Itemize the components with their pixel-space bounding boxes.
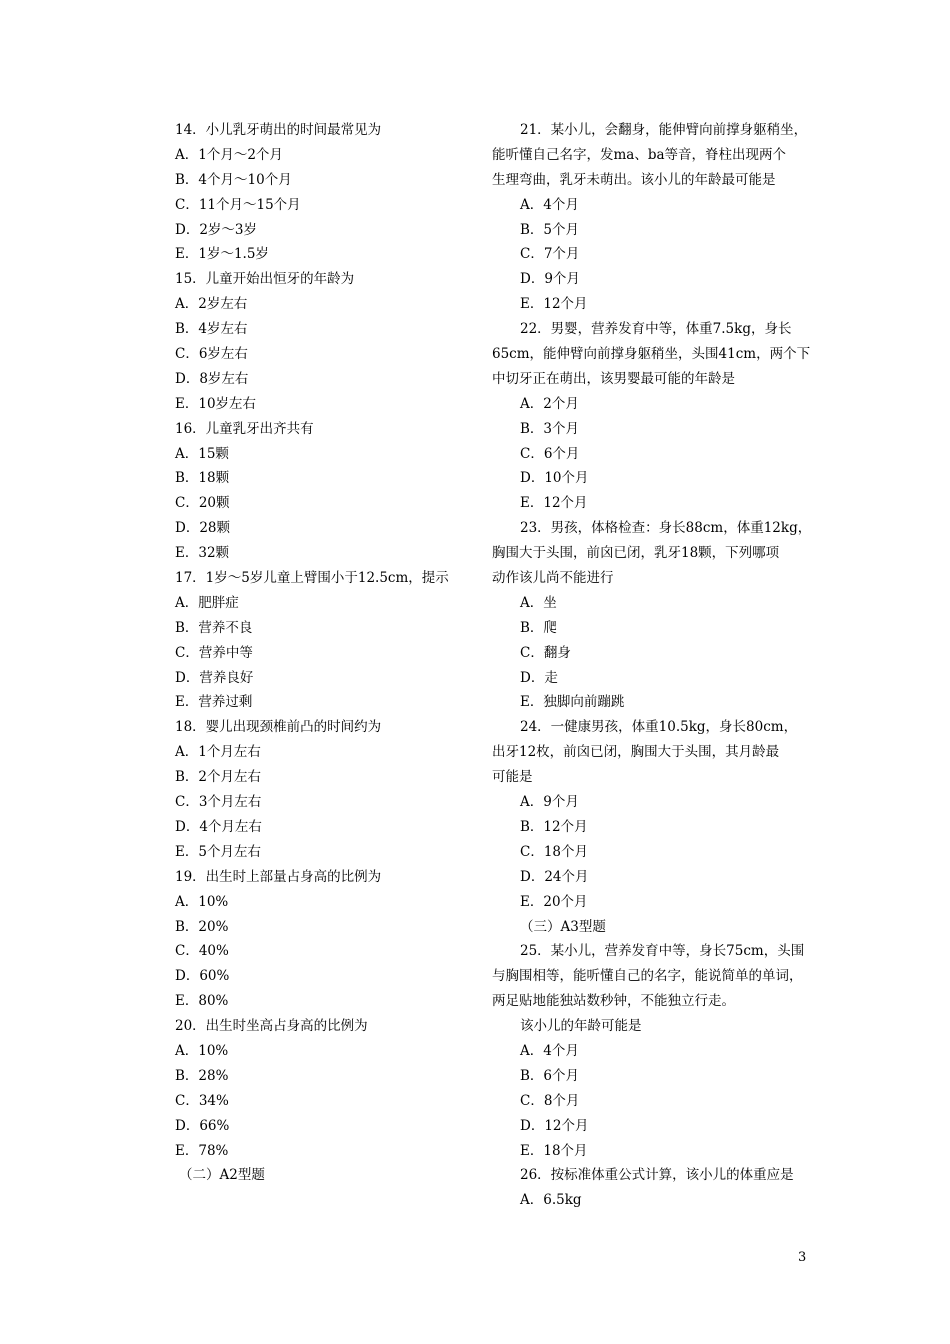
answer-option: E．78% — [175, 1142, 229, 1159]
left-column — [175, 118, 475, 1188]
answer-option: D．10个月 — [520, 470, 589, 487]
answer-option: D．走 — [520, 669, 558, 686]
question-stem-continuation: 生理弯曲，乳牙未萌出。该小儿的年龄最可能是 — [492, 171, 776, 188]
answer-option: C．11个月～15个月 — [175, 196, 301, 213]
question-stem-continuation: 动作该儿尚不能进行 — [492, 570, 614, 587]
answer-option: B．爬 — [520, 619, 557, 636]
question-stem: 19．出生时上部量占身高的比例为 — [175, 868, 382, 885]
answer-option: D．66% — [175, 1117, 230, 1134]
answer-option: A．肥胖症 — [175, 594, 239, 611]
answer-option: A．10% — [175, 1042, 229, 1059]
answer-option: D．4个月左右 — [175, 818, 262, 835]
answer-option: D．12个月 — [520, 1117, 589, 1134]
answer-option: B．28% — [175, 1067, 229, 1084]
answer-option: D．营养良好 — [175, 669, 254, 686]
answer-option: B．4个月～10个月 — [175, 171, 292, 188]
answer-option: B．20% — [175, 918, 229, 935]
answer-option: B．3个月 — [520, 420, 580, 437]
question-stem: 20．出生时坐高占身高的比例为 — [175, 1018, 368, 1035]
answer-option: D．8岁左右 — [175, 370, 249, 387]
answer-option: A．1个月左右 — [175, 744, 261, 761]
question-stem: 15．儿童开始出恒牙的年龄为 — [175, 271, 355, 288]
answer-option: D．2岁～3岁 — [175, 221, 258, 238]
answer-option: B．6个月 — [520, 1067, 580, 1084]
answer-option: C．40% — [175, 943, 229, 960]
answer-option: B．营养不良 — [175, 619, 253, 636]
answer-option: C．7个月 — [520, 246, 580, 263]
answer-option: E．营养过剩 — [175, 694, 253, 711]
answer-option: E．12个月 — [520, 296, 588, 313]
question-stem-continuation: 与胸围相等，能听懂自己的名字，能说简单的单词， — [492, 968, 803, 985]
answer-option: E．独脚向前蹦跳 — [520, 694, 625, 711]
question-stem: 14．小儿乳牙萌出的时间最常见为 — [175, 122, 382, 138]
question-stem-continuation: 中切牙正在萌出，该男婴最可能的年龄是 — [492, 370, 735, 387]
answer-option: A．2岁左右 — [175, 296, 248, 313]
answer-option: E．1岁～1.5岁 — [175, 246, 269, 263]
answer-option: E．18个月 — [520, 1142, 588, 1159]
answer-option: E．80% — [175, 993, 229, 1010]
answer-option: C．6岁左右 — [175, 346, 248, 363]
answer-option: C．营养中等 — [175, 644, 253, 661]
answer-option: E．20个月 — [520, 893, 588, 910]
answer-option: C．6个月 — [520, 445, 580, 462]
page-number: 3 — [798, 1250, 807, 1265]
answer-option: C．8个月 — [520, 1092, 580, 1109]
answer-option: B．12个月 — [520, 818, 588, 835]
answer-option: D．9个月 — [520, 271, 580, 288]
answer-option: D．60% — [175, 968, 230, 985]
question-stem: 18．婴儿出现颈椎前凸的时间约为 — [175, 719, 382, 736]
question-stem: 17．1岁～5岁儿童上臂围小于12.5cm，提示 — [175, 570, 449, 587]
answer-option: B．4岁左右 — [175, 321, 248, 338]
answer-option: E．10岁左右 — [175, 395, 257, 412]
question-stem: 26．按标准体重公式计算，该小儿的体重应是 — [520, 1167, 794, 1184]
answer-option: A．9个月 — [520, 794, 579, 811]
answer-option: A．4个月 — [520, 196, 579, 213]
answer-option: E．5个月左右 — [175, 843, 261, 860]
question-stem-continuation: 可能是 — [492, 769, 533, 786]
answer-option: A．2个月 — [520, 395, 579, 412]
answer-option: B．18颗 — [175, 470, 230, 487]
right-column — [492, 118, 810, 1213]
answer-option: C．翻身 — [520, 644, 571, 661]
question-stem: 23．男孩，体格检查：身长88cm，体重12kg， — [520, 520, 812, 537]
answer-option: C．18个月 — [520, 843, 589, 860]
question-stem-continuation: 胸围大于头围，前囟已闭，乳牙18颗，下列哪项 — [492, 545, 780, 562]
question-stem: 该小儿的年龄可能是 — [520, 1018, 642, 1035]
question-stem: 22．男婴，营养发育中等，体重7.5kg，身长 — [520, 321, 792, 338]
section-heading: （二）A2型题 — [179, 1167, 265, 1184]
question-stem-continuation: 出牙12枚，前囟已闭，胸围大于头围，其月龄最 — [492, 744, 780, 761]
answer-option: A．1个月～2个月 — [175, 146, 283, 163]
question-stem-continuation: 两足贴地能独站数秒钟，不能独立行走。 — [492, 993, 735, 1010]
answer-option: E．32颗 — [175, 545, 230, 562]
answer-option: A．坐 — [520, 594, 557, 611]
question-stem: 24．一健康男孩，体重10.5kg，身长80cm， — [520, 719, 798, 736]
answer-option: A．6.5kg — [520, 1192, 582, 1209]
answer-option: A．4个月 — [520, 1042, 579, 1059]
answer-option: C．20颗 — [175, 495, 230, 512]
answer-option: B．5个月 — [520, 221, 580, 238]
answer-option: C．3个月左右 — [175, 794, 262, 811]
question-stem: 16．儿童乳牙出齐共有 — [175, 420, 314, 437]
question-stem-continuation: 能听懂自己名字，发ma、ba等音，脊柱出现两个 — [492, 146, 787, 163]
answer-option: D．28颗 — [175, 520, 231, 537]
answer-option: A．10% — [175, 893, 229, 910]
question-stem: 21．某小儿，会翻身，能伸臂向前撑身躯稍坐， — [520, 122, 808, 138]
answer-option: A．15颗 — [175, 445, 229, 462]
section-heading: （三）A3型题 — [520, 918, 606, 935]
question-stem-continuation: 65cm，能伸臂向前撑身躯稍坐，头围41cm，两个下 — [492, 346, 811, 363]
answer-option: B．2个月左右 — [175, 769, 262, 786]
answer-option: D．24个月 — [520, 868, 589, 885]
answer-option: C．34% — [175, 1092, 229, 1109]
question-stem: 25．某小儿，营养发育中等，身长75cm，头围 — [520, 943, 805, 960]
answer-option: E．12个月 — [520, 495, 588, 512]
